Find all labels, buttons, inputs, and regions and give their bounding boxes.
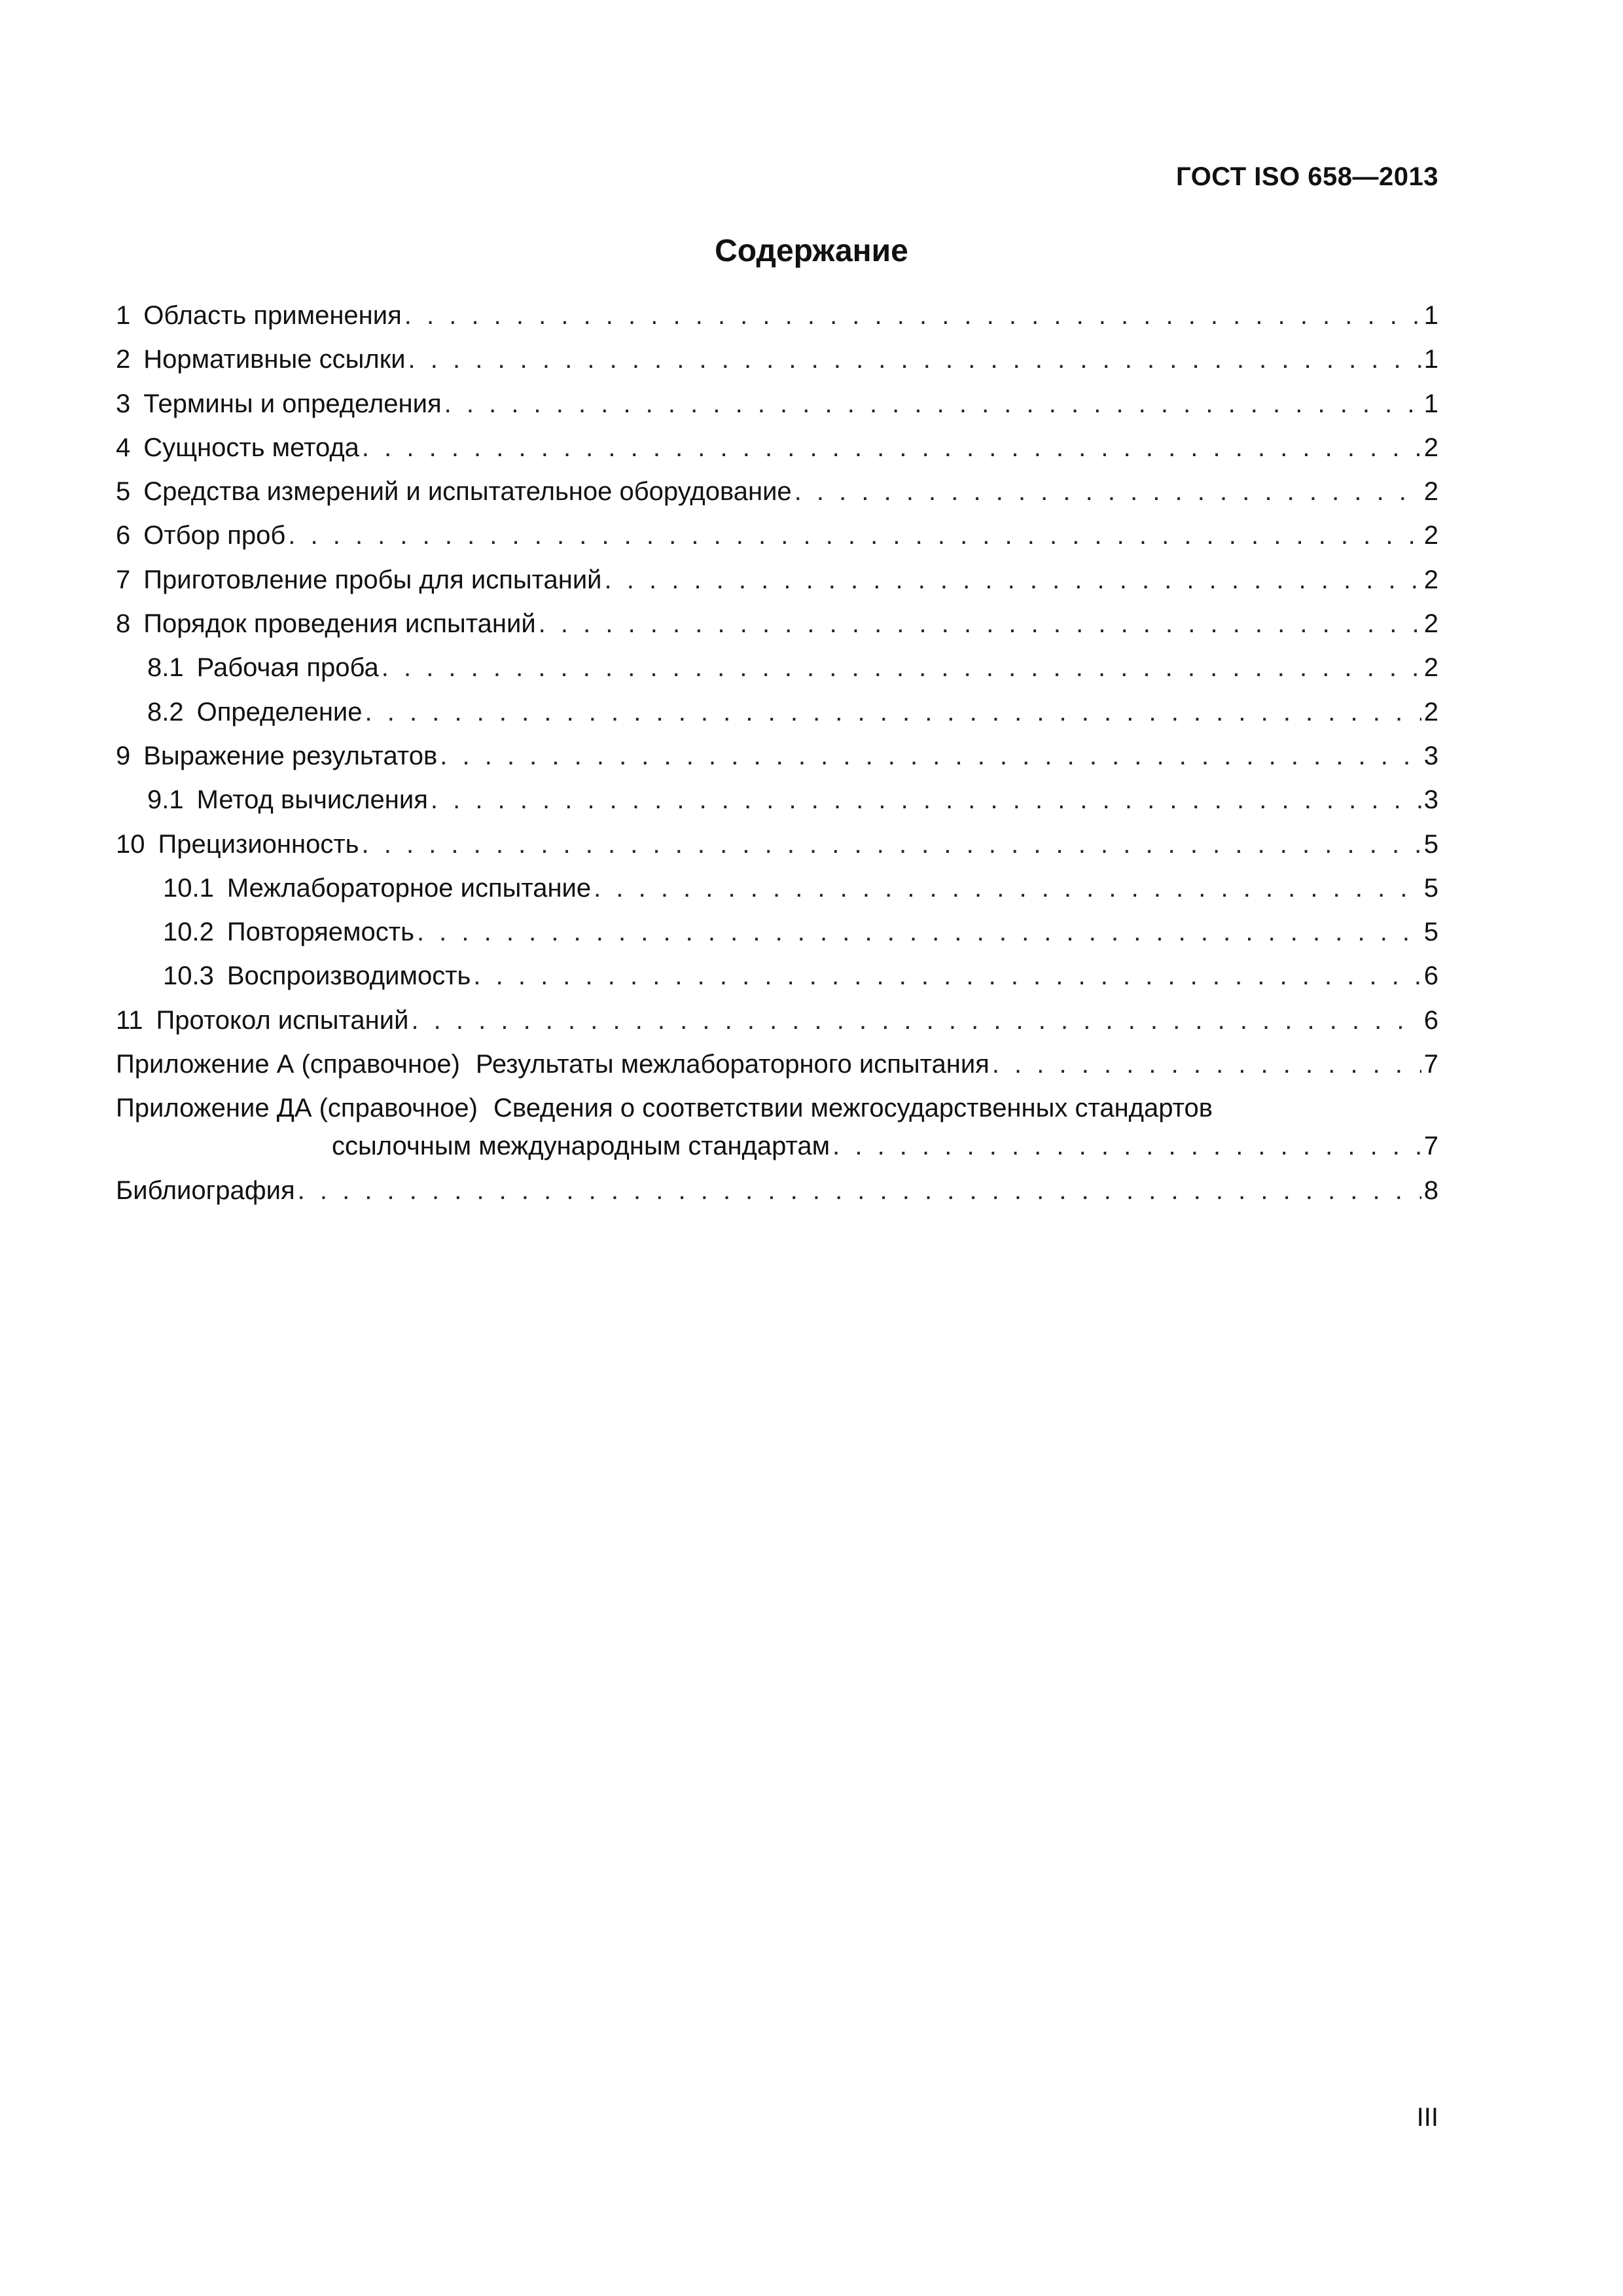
toc-page: 5 <box>1423 918 1438 947</box>
toc-leader <box>382 653 1421 683</box>
toc-number: 6 <box>116 521 131 550</box>
toc-entry-10[interactable] <box>116 830 1438 874</box>
toc-number: 10.2 <box>163 918 214 947</box>
toc-title-line2: ссылочным международным стандартам <box>332 1132 830 1161</box>
toc-entry-9-1[interactable] <box>116 785 1438 829</box>
toc-title: Воспроизводимость <box>226 961 471 991</box>
toc-leader <box>794 477 1421 507</box>
toc-page: 1 <box>1423 301 1438 330</box>
toc-leader <box>594 874 1421 903</box>
toc-entry-10-2[interactable] <box>116 918 1438 961</box>
toc-number: 4 <box>116 433 131 462</box>
toc-page: 6 <box>1423 961 1438 991</box>
toc-number: 8.1 <box>147 653 184 683</box>
toc-page: 7 <box>1423 1050 1438 1079</box>
toc-page: 2 <box>1423 609 1438 639</box>
toc-entry-6[interactable] <box>116 521 1438 565</box>
toc-title: Прецизионность <box>158 829 359 859</box>
toc-page: 2 <box>1423 565 1438 594</box>
toc-entry-5[interactable] <box>116 477 1438 521</box>
toc-number: 2 <box>116 345 131 374</box>
toc-page: 2 <box>1423 433 1438 462</box>
toc-number: 10 <box>116 829 145 859</box>
toc-entry-8[interactable] <box>116 609 1438 653</box>
toc-entry-bibliography[interactable] <box>116 1176 1438 1220</box>
toc-leader <box>440 742 1421 771</box>
toc-entry-8-2[interactable] <box>116 698 1438 742</box>
toc-leader <box>362 433 1421 463</box>
toc-title: Выражение результатов <box>143 741 438 770</box>
toc-entry-10-1[interactable] <box>116 874 1438 918</box>
toc-entry-2[interactable] <box>116 345 1438 389</box>
toc-leader <box>288 521 1421 550</box>
toc-entry-appendix-da[interactable] <box>116 1094 1438 1175</box>
page-number: III <box>1416 2103 1438 2132</box>
toc-title: Порядок проведения испытаний <box>143 609 536 639</box>
toc-page: 5 <box>1423 873 1438 903</box>
toc-title: Протокол испытаний <box>156 1005 409 1035</box>
toc-page: 2 <box>1423 521 1438 550</box>
toc-leader <box>408 345 1421 374</box>
toc-leader <box>444 389 1421 419</box>
toc-leader <box>539 609 1421 639</box>
toc-page: 6 <box>1423 1005 1438 1035</box>
toc-leader <box>605 565 1421 595</box>
toc-number: 8 <box>116 609 131 639</box>
toc-title: Область применения <box>143 301 402 330</box>
appendix-prefix: Приложение ДА (справочное) <box>116 1094 478 1123</box>
toc-leader <box>404 301 1421 331</box>
toc-page: 2 <box>1423 653 1438 683</box>
toc-title: Рабочая проба <box>196 653 379 683</box>
toc-number: 9.1 <box>147 785 184 815</box>
toc-number: 10.1 <box>163 873 214 903</box>
toc-leader <box>832 1132 1421 1161</box>
toc-title: Отбор проб <box>143 521 286 550</box>
toc-leader <box>992 1050 1421 1079</box>
toc-entry-9[interactable] <box>116 742 1438 785</box>
document-code: ГОСТ ISO 658—2013 <box>1176 162 1438 191</box>
toc-number: 5 <box>116 477 131 507</box>
toc-leader <box>362 830 1421 859</box>
toc-number: 1 <box>116 301 131 330</box>
toc-leader <box>431 785 1421 815</box>
toc-leader <box>298 1176 1421 1206</box>
toc-page: 3 <box>1423 785 1438 815</box>
toc-title: Библиография <box>116 1175 295 1205</box>
toc-leader <box>411 1006 1421 1035</box>
toc-leader <box>365 698 1421 727</box>
toc-entry-3[interactable] <box>116 389 1438 433</box>
toc-page: 7 <box>1423 1132 1438 1161</box>
toc-entry-7[interactable] <box>116 565 1438 609</box>
toc-title: Приготовление пробы для испытаний <box>143 565 602 594</box>
page-title: Содержание <box>715 234 908 268</box>
toc-title: Межлабораторное испытание <box>226 873 592 903</box>
toc-number: 8.2 <box>147 697 184 726</box>
toc-entry-10-3[interactable] <box>116 961 1438 1005</box>
toc-title: Повторяемость <box>226 918 414 947</box>
toc-number: 9 <box>116 741 131 770</box>
toc-entry-11[interactable] <box>116 1006 1438 1050</box>
toc-title: Результаты межлабораторного испытания <box>475 1050 990 1079</box>
toc-leader <box>473 961 1421 991</box>
toc-number: 10.3 <box>163 961 214 991</box>
toc-page: 2 <box>1423 477 1438 507</box>
toc-title: Нормативные ссылки <box>143 345 406 374</box>
toc-number: 3 <box>116 389 131 418</box>
toc-number: 11 <box>116 1005 143 1035</box>
toc-entry-4[interactable] <box>116 433 1438 477</box>
toc-number: 7 <box>116 565 131 594</box>
toc-page: 2 <box>1423 697 1438 726</box>
toc-title: Средства измерений и испытательное оборудование <box>143 477 792 507</box>
toc-entry-appendix-a[interactable] <box>116 1050 1438 1094</box>
toc-title: Термины и определения <box>143 389 442 418</box>
toc-page: 3 <box>1423 741 1438 770</box>
toc-entry-8-1[interactable] <box>116 653 1438 697</box>
toc-page: 1 <box>1423 389 1438 418</box>
toc-title-line1: Сведения о соответствии межгосударственных стандартов <box>493 1094 1213 1123</box>
toc-title: Определение <box>196 697 363 726</box>
toc-leader <box>417 918 1421 947</box>
toc-page: 8 <box>1423 1175 1438 1205</box>
toc-title: Сущность метода <box>143 433 359 462</box>
appendix-prefix: Приложение А (справочное) <box>116 1050 460 1079</box>
toc-page: 1 <box>1423 345 1438 374</box>
toc-page: 5 <box>1423 829 1438 859</box>
toc-entry-1[interactable] <box>116 301 1438 345</box>
table-of-contents <box>116 301 1438 1220</box>
toc-title: Метод вычисления <box>196 785 428 815</box>
